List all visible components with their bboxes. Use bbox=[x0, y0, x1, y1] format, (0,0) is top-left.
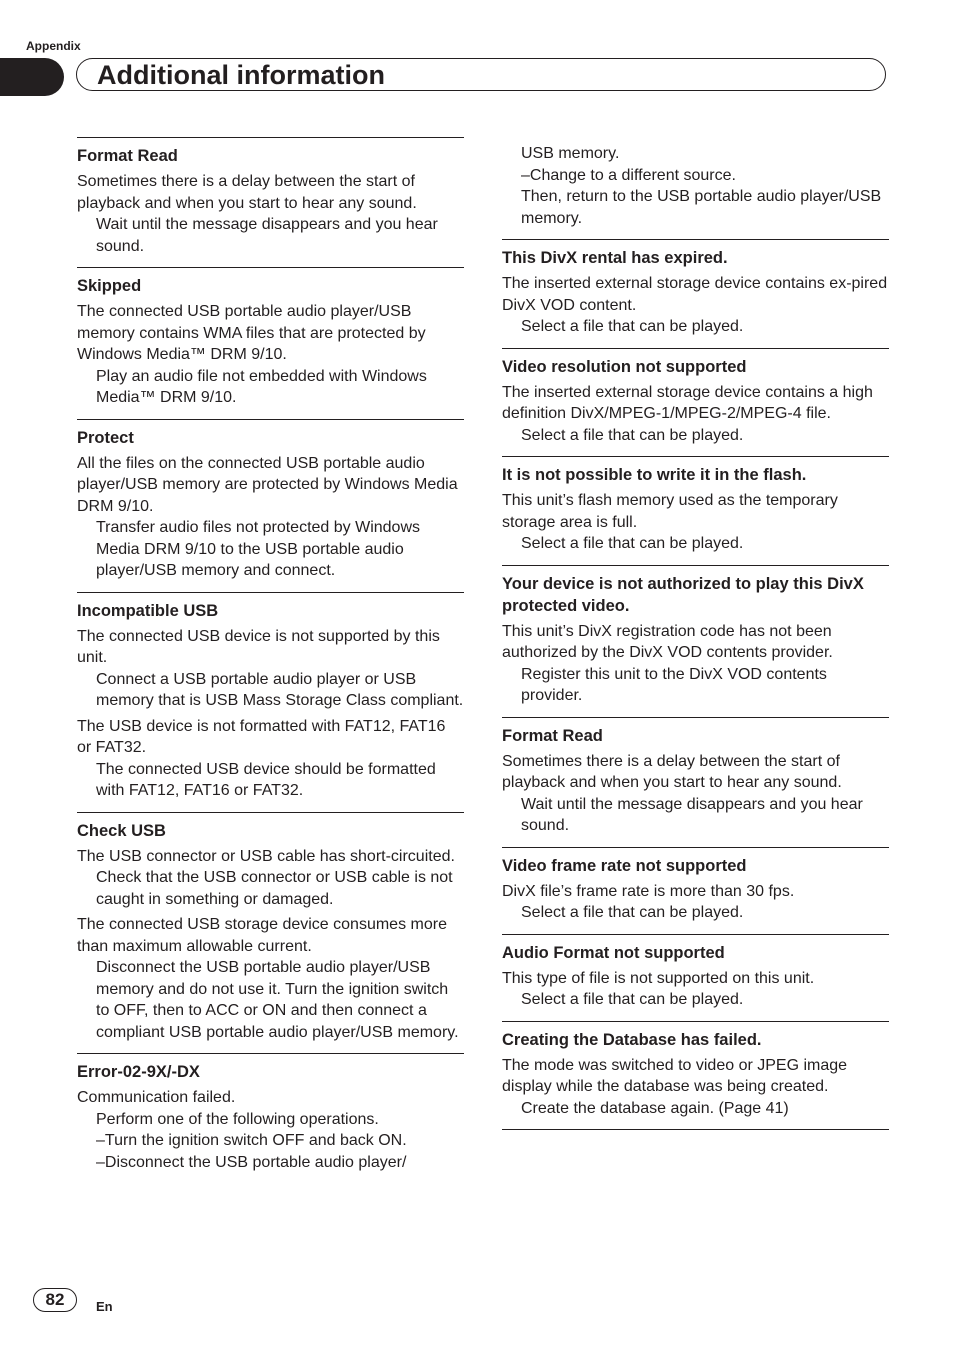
cause-text: The mode was switched to video or JPEG image display while the database was being created. bbox=[502, 1056, 848, 1095]
action-text: –Change to a different source. bbox=[521, 166, 736, 184]
continued-entry bbox=[502, 143, 889, 239]
action-text: Select a file that can be played. bbox=[521, 426, 744, 444]
message-entry bbox=[77, 267, 464, 419]
action-text: Play an audio file not embedded with Windows Media™ DRM 9/10. bbox=[96, 367, 427, 406]
message-title: Video frame rate not supported bbox=[502, 856, 747, 875]
action-text: Wait until the message disappears and you hear sound. bbox=[96, 216, 438, 255]
action-text: Then, return to the USB portable audio player/USB memory. bbox=[521, 188, 882, 227]
message-entry bbox=[502, 348, 889, 457]
message-title: Format Read bbox=[502, 726, 603, 745]
message-title: Check USB bbox=[77, 821, 166, 840]
message-title: It is not possible to write it in the flash. bbox=[502, 466, 807, 484]
action-text: Register this unit to the DivX VOD contents provider. bbox=[521, 665, 827, 704]
left-column bbox=[77, 137, 464, 1183]
cause-text: The connected USB storage device consumes more than maximum allowable current. bbox=[77, 916, 447, 955]
message-entry bbox=[502, 847, 889, 934]
message-entry bbox=[502, 1021, 889, 1131]
message-title: Protect bbox=[77, 428, 134, 447]
action-text: Select a file that can be played. bbox=[521, 991, 744, 1008]
action-text: Disconnect the USB portable audio player/USB memory and do not use it. Turn the ignition switch to OFF, then to ACC or ON and then connect a compliant USB portable audio player/USB memory. bbox=[96, 959, 459, 1041]
cause-text: Communication failed. bbox=[77, 1089, 236, 1106]
message-entry bbox=[502, 239, 889, 348]
action-text: Transfer audio files not protected by Windows Media DRM 9/10 to the USB portable audio player/USB memory and connect. bbox=[96, 519, 421, 579]
message-entry bbox=[502, 456, 889, 565]
message-title: Skipped bbox=[77, 277, 142, 295]
message-entry bbox=[77, 419, 464, 592]
message-entry bbox=[77, 812, 464, 1054]
section-tab-marker bbox=[0, 58, 64, 96]
action-text: Check that the USB connector or USB cable is not caught in something or damaged. bbox=[96, 869, 453, 908]
cause-text: This unit’s DivX registration code has not been authorized by the DivX VOD contents provider. bbox=[502, 622, 833, 661]
action-text: Wait until the message disappears and you hear sound. bbox=[521, 795, 863, 834]
action-text: Select a file that can be played. bbox=[521, 904, 744, 921]
message-title: This DivX rental has expired. bbox=[502, 249, 728, 267]
right-column bbox=[502, 143, 889, 1130]
page-number: 82 bbox=[33, 1288, 77, 1312]
cause-text: All the files on the connected USB portable audio player/USB memory are protected by Windows Media DRM 9/10. bbox=[77, 454, 458, 515]
page-title-box bbox=[76, 58, 886, 91]
action-text: Select a file that can be played. bbox=[521, 535, 744, 552]
cause-text: Sometimes there is a delay between the start of playback and when you start to hear any sound. bbox=[77, 173, 417, 212]
message-entry bbox=[502, 717, 889, 847]
message-title: Format Read bbox=[77, 147, 178, 165]
cause-text: Sometimes there is a delay between the start of playback and when you start to hear any sound. bbox=[502, 752, 842, 791]
message-entry bbox=[77, 137, 464, 267]
cause-text: This unit’s flash memory used as the temporary storage area is full. bbox=[502, 492, 838, 531]
cause-text: The USB device is not formatted with FAT12, FAT16 or FAT32. bbox=[77, 717, 446, 756]
cause-text: The USB connector or USB cable has short-circuited. bbox=[77, 847, 455, 865]
cause-text: DivX file’s frame rate is more than 30 fps. bbox=[502, 882, 795, 900]
action-text: –Turn the ignition switch OFF and back ON. bbox=[96, 1132, 407, 1149]
message-title: Audio Format not supported bbox=[502, 943, 725, 962]
action-text: Select a file that can be played. bbox=[521, 318, 744, 335]
cause-text: The connected USB portable audio player/USB memory contains WMA files that are protected by Windows Media™ DRM 9/10. bbox=[77, 303, 426, 363]
cause-text: The inserted external storage device contains a high definition DivX/MPEG-1/MPEG-2/MPEG-4 file. bbox=[502, 383, 873, 422]
action-text: –Disconnect the USB portable audio player/ bbox=[96, 1153, 407, 1171]
action-text: USB memory. bbox=[521, 145, 620, 162]
action-text: Perform one of the following operations. bbox=[96, 1110, 379, 1128]
message-title: Incompatible USB bbox=[77, 601, 219, 620]
message-entry bbox=[502, 934, 889, 1021]
action-text: The connected USB device should be formatted with FAT12, FAT16 or FAT32. bbox=[96, 760, 436, 799]
action-text: Create the database again. (Page 41) bbox=[521, 1099, 789, 1117]
message-title: Error-02-9X/-DX bbox=[77, 1063, 200, 1081]
message-title: Your device is not authorized to play this DivX protected video. bbox=[502, 574, 864, 615]
cause-text: The inserted external storage device contains ex-pired DivX VOD content. bbox=[502, 275, 888, 314]
section-label: Appendix bbox=[26, 39, 81, 53]
message-title: Video resolution not supported bbox=[502, 357, 747, 376]
cause-text: The connected USB device is not supported by this unit. bbox=[77, 627, 440, 666]
language-label: En bbox=[96, 1299, 113, 1314]
message-entry bbox=[77, 592, 464, 812]
message-entry bbox=[502, 565, 889, 717]
cause-text: This type of file is not supported on this unit. bbox=[502, 969, 815, 987]
page-title: Additional information bbox=[97, 60, 385, 90]
message-entry bbox=[77, 1053, 464, 1183]
message-title: Creating the Database has failed. bbox=[502, 1030, 762, 1049]
action-text: Connect a USB portable audio player or USB memory that is USB Mass Storage Class compliant. bbox=[96, 670, 464, 709]
